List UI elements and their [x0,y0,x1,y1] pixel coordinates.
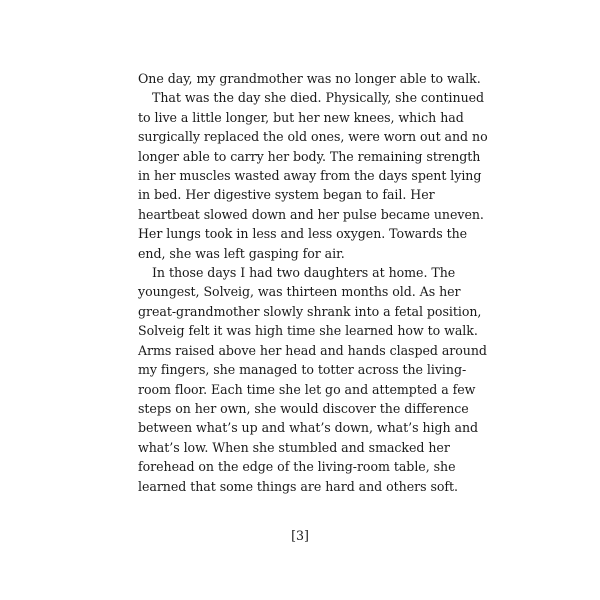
text-line: longer able to carry her body. The remaining strength [138,148,481,164]
text-line: Her lungs took in less and less oxygen. Towards the [138,226,468,242]
text-line: in her muscles wasted away from the days spent lying [138,168,482,184]
text-line: to live a little longer, but her new knees, which had [138,109,464,125]
text-line: what’s low. When she stumbled and smacked her [138,439,450,455]
body-text [138,69,488,496]
text-line: in bed. Her digestive system began to fail. Her [138,187,435,203]
text-line: end, she was left gasping for air. [138,245,345,261]
text-line: steps on her own, she would discover the difference [138,400,469,416]
text-line: room floor. Each time she let go and attempted a few [138,381,476,397]
text-line: forehead on the edge of the living-room table, she [138,459,456,475]
text-line: In those days I had two daughters at home. The [152,265,456,281]
text-line: between what’s up and what’s down, what’s high and [138,420,479,436]
page-number: [3] [291,528,309,543]
text-line: heartbeat slowed down and her pulse became uneven. [138,206,484,222]
text-line: That was the day she died. Physically, she continued [152,90,485,106]
text-line: learned that some things are hard and others soft. [138,478,459,494]
text-line: Solveig felt it was high time she learned how to walk. [138,323,478,339]
text-line: Arms raised above her head and hands clasped around [138,342,487,358]
text-line: One day, my grandmother was no longer able to walk. [138,71,481,86]
text-line: my fingers, she managed to totter across the living- [138,362,467,378]
text-line: youngest, Solveig, was thirteen months old. As her [138,284,461,300]
text-line: great-grandmother slowly shrank into a fetal position, [138,303,482,319]
text-line: surgically replaced the old ones, were worn out and no [138,129,488,145]
